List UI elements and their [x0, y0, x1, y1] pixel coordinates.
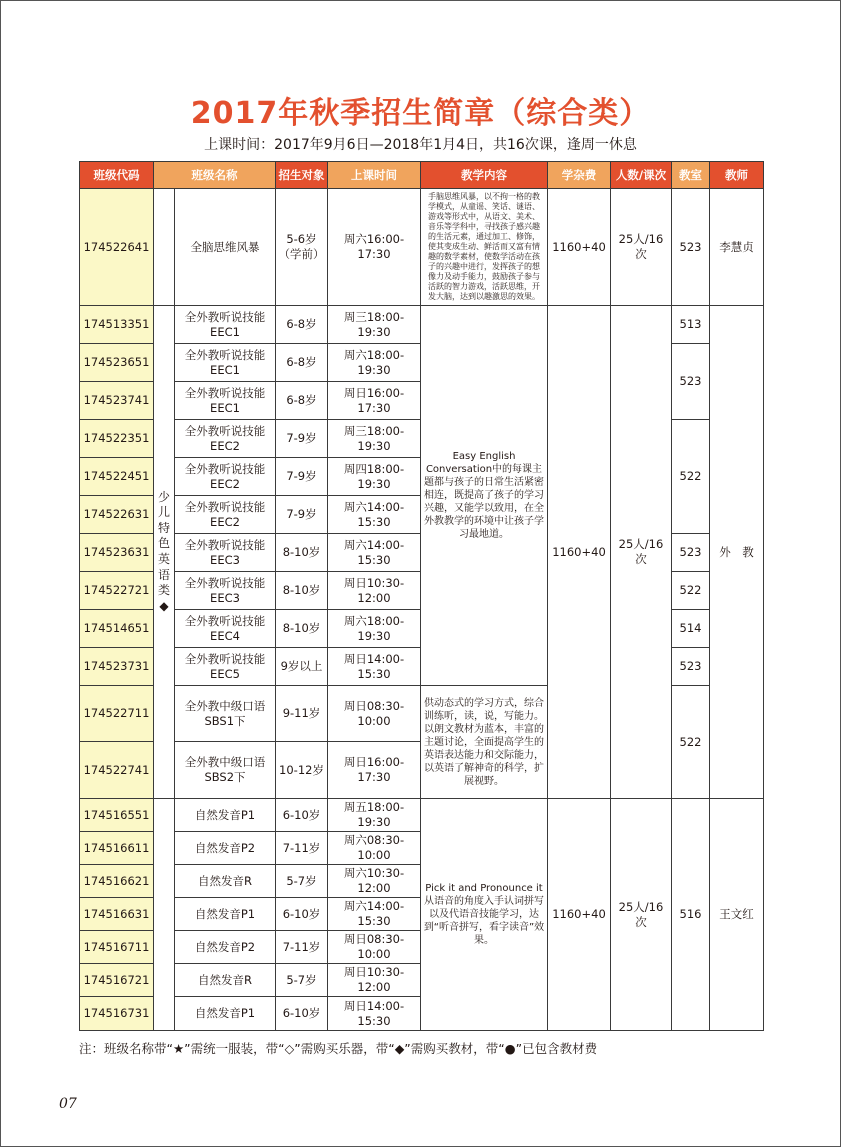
room-cell: 523 [672, 648, 710, 686]
col-header-count: 人数/课次 [611, 162, 672, 189]
class-name: 全外教听说技能EEC1 [175, 382, 276, 420]
class-time: 周四18:00-19:30 [328, 458, 421, 496]
content-phonics: Pick it and Pronounce it从语音的角度入手认词拼写以及代语音技能学习，达到“听音拼写，看字读音”效果。 [421, 799, 548, 1031]
class-time: 周三18:00-19:30 [328, 420, 421, 458]
class-target: 7-11岁 [276, 832, 328, 865]
col-header-teacher: 教师 [710, 162, 764, 189]
class-time: 周六18:00-19:30 [328, 610, 421, 648]
class-name: 全外教听说技能EEC5 [175, 648, 276, 686]
class-name: 全外教中级口语SBS2下 [175, 742, 276, 799]
class-name: 全外教听说技能EEC3 [175, 572, 276, 610]
fee-cell: 1160+40 [548, 306, 611, 799]
class-target: 5-7岁 [276, 865, 328, 898]
table-header-row [80, 162, 764, 189]
class-time: 周六08:30-10:00 [328, 832, 421, 865]
class-target: 6-8岁 [276, 306, 328, 344]
class-code: 174516611 [80, 832, 154, 865]
class-code: 174523631 [80, 534, 154, 572]
room-cell: 514 [672, 610, 710, 648]
room-cell: 522 [672, 420, 710, 534]
class-time: 周六18:00-19:30 [328, 344, 421, 382]
class-target: 7-11岁 [276, 931, 328, 964]
content-sbs: 供动态式的学习方式，综合训练听，读，说，写能力。以朗文教材为蓝本，丰富的主题讨论，全面提高学生的英语表达能力和交际能力，以英语了解神奇的科学，扩展视野。 [421, 686, 548, 799]
class-code: 174522351 [80, 420, 154, 458]
category-label-text: 少儿特色英语类◆ [157, 489, 170, 613]
class-time: 周六14:00-15:30 [328, 898, 421, 931]
class-target: 7-9岁 [276, 496, 328, 534]
category-spacer [154, 799, 175, 1031]
room-cell: 516 [672, 799, 710, 1031]
class-name: 全外教听说技能EEC2 [175, 458, 276, 496]
teacher-cell: 外 教 [710, 306, 764, 799]
table-row [80, 189, 764, 306]
page-title: 2017年秋季招生简章（综合类） [190, 96, 651, 131]
class-target: 8-10岁 [276, 572, 328, 610]
class-target: 5-6岁（学前） [276, 189, 328, 306]
class-code: 174516731 [80, 997, 154, 1031]
category-label [154, 306, 175, 799]
class-target: 8-10岁 [276, 610, 328, 648]
class-time: 周五18:00-19:30 [328, 799, 421, 832]
class-code: 174516621 [80, 865, 154, 898]
class-time: 周六10:30-12:00 [328, 865, 421, 898]
class-code: 174516721 [80, 964, 154, 997]
schedule-table [79, 161, 764, 1031]
class-code: 174516631 [80, 898, 154, 931]
class-code: 174523741 [80, 382, 154, 420]
page-number: 07 [59, 1096, 77, 1112]
col-header-time: 上课时间 [328, 162, 421, 189]
fee-cell: 1160+40 [548, 189, 611, 306]
class-code: 174522741 [80, 742, 154, 799]
class-code: 174523651 [80, 344, 154, 382]
col-header-fee: 学杂费 [548, 162, 611, 189]
class-target: 6-8岁 [276, 382, 328, 420]
category-spacer [154, 189, 175, 306]
col-header-room: 教室 [672, 162, 710, 189]
class-time: 周日16:00-17:30 [328, 742, 421, 799]
class-target: 10-12岁 [276, 742, 328, 799]
teacher-cell: 王文红 [710, 799, 764, 1031]
class-target: 6-10岁 [276, 799, 328, 832]
class-time: 周日16:00-17:30 [328, 382, 421, 420]
class-time: 周日10:30-12:00 [328, 572, 421, 610]
col-header-name: 班级名称 [154, 162, 276, 189]
content-brain: 手脑思维风暴，以不拘一格的教学模式，从童谣、笑话、谜语、游戏等形式中，从语文、美术、音乐等学科中，寻找孩子感兴趣的生活元素，通过加工、修饰，使其变成生动、鲜活而又富有情趣的数学素材，使数学活动在孩子的兴趣中进行，发挥孩子的想像力及动手能力，鼓励孩子参与活跃的智力游戏，活跃思维，开发大脑，达到以趣激思的效果。 [421, 189, 548, 306]
class-code: 174522631 [80, 496, 154, 534]
count-cell: 25人/16次 [611, 799, 672, 1031]
col-header-target: 招生对象 [276, 162, 328, 189]
class-time: 周日14:00-15:30 [328, 648, 421, 686]
class-name: 全脑思维风暴 [175, 189, 276, 306]
room-cell: 522 [672, 686, 710, 799]
class-name: 全外教听说技能EEC1 [175, 344, 276, 382]
room-cell: 523 [672, 534, 710, 572]
class-time: 周日10:30-12:00 [328, 964, 421, 997]
class-target: 5-7岁 [276, 964, 328, 997]
class-name: 自然发音R [175, 865, 276, 898]
class-target: 8-10岁 [276, 534, 328, 572]
class-name: 自然发音R [175, 964, 276, 997]
class-target: 9-11岁 [276, 686, 328, 742]
room-cell: 523 [672, 189, 710, 306]
class-name: 全外教听说技能EEC4 [175, 610, 276, 648]
class-name: 全外教听说技能EEC2 [175, 496, 276, 534]
class-time: 周六14:00-15:30 [328, 534, 421, 572]
class-name: 自然发音P1 [175, 997, 276, 1031]
col-header-code: 班级代码 [80, 162, 154, 189]
class-code: 174522721 [80, 572, 154, 610]
class-name: 自然发音P1 [175, 898, 276, 931]
class-code: 174516551 [80, 799, 154, 832]
class-code: 174516711 [80, 931, 154, 964]
class-name: 全外教听说技能EEC3 [175, 534, 276, 572]
class-code: 174522641 [80, 189, 154, 306]
class-code: 174514651 [80, 610, 154, 648]
content-eec: Easy English Conversation中的每课主题都与孩子的日常生活紧密相连，既提高了孩子的学习兴趣，又能学以致用，在全外教教学的环境中让孩子学习最地道。 [421, 306, 548, 686]
class-target: 7-9岁 [276, 420, 328, 458]
room-cell: 513 [672, 306, 710, 344]
class-target: 7-9岁 [276, 458, 328, 496]
table-row [80, 306, 764, 344]
class-target: 6-10岁 [276, 997, 328, 1031]
teacher-cell: 李慧贞 [710, 189, 764, 306]
class-target: 6-8岁 [276, 344, 328, 382]
class-time: 周六14:00-15:30 [328, 496, 421, 534]
class-name: 全外教中级口语SBS1下 [175, 686, 276, 742]
room-cell: 522 [672, 572, 710, 610]
class-target: 6-10岁 [276, 898, 328, 931]
class-time: 周日14:00-15:30 [328, 997, 421, 1031]
count-cell: 25人/16次 [611, 306, 672, 799]
room-cell: 523 [672, 344, 710, 420]
class-name: 自然发音P2 [175, 931, 276, 964]
col-header-content: 教学内容 [421, 162, 548, 189]
table-row [80, 799, 764, 832]
class-time: 周六16:00-17:30 [328, 189, 421, 306]
class-time: 周三18:00-19:30 [328, 306, 421, 344]
class-target: 9岁以上 [276, 648, 328, 686]
class-time: 周日08:30-10:00 [328, 931, 421, 964]
footnote: 注：班级名称带“★”需统一服装，带“◇”需购买乐器，带“◆”需购买教材，带“●”已包含教材费 [79, 1041, 598, 1056]
class-code: 174522451 [80, 458, 154, 496]
page-subtitle: 上课时间：2017年9月6日—2018年1月4日，共16次课，逢周一休息 [204, 137, 637, 153]
class-code: 174513351 [80, 306, 154, 344]
class-time: 周日08:30-10:00 [328, 686, 421, 742]
count-cell: 25人/16次 [611, 189, 672, 306]
class-code: 174522711 [80, 686, 154, 742]
class-code: 174523731 [80, 648, 154, 686]
class-name: 全外教听说技能EEC2 [175, 420, 276, 458]
fee-cell: 1160+40 [548, 799, 611, 1031]
class-name: 全外教听说技能EEC1 [175, 306, 276, 344]
class-name: 自然发音P2 [175, 832, 276, 865]
class-name: 自然发音P1 [175, 799, 276, 832]
